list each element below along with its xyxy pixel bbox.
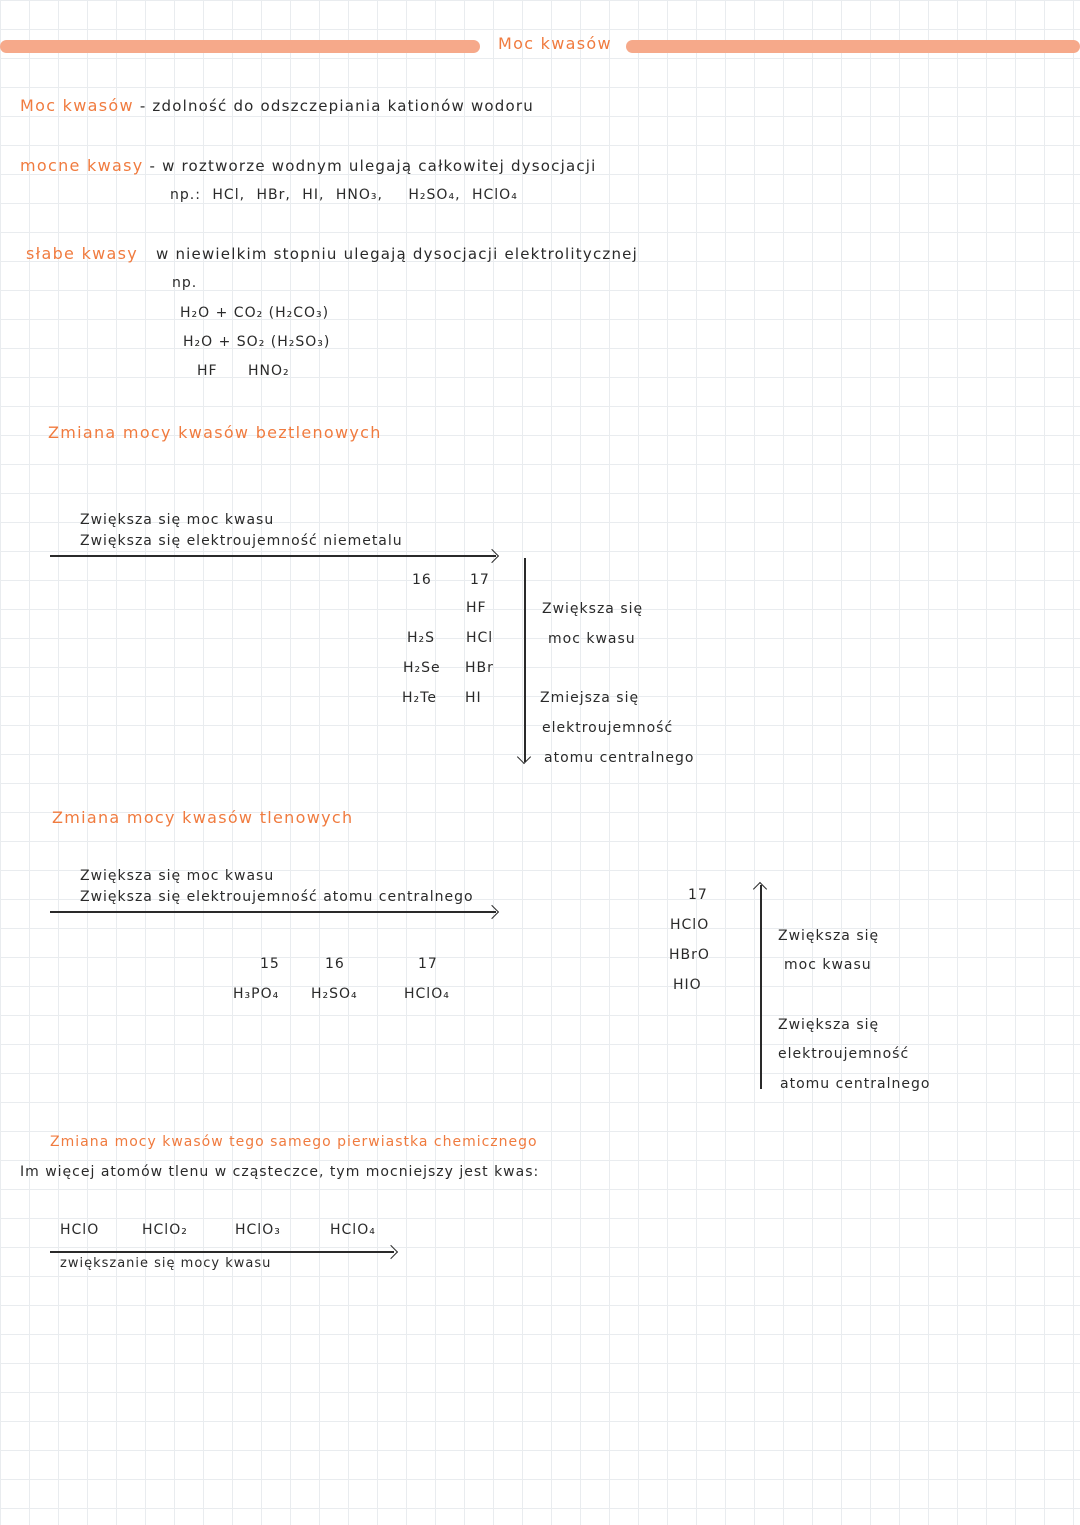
anaerobic-side-2b: elektroujemność [542, 720, 674, 736]
group-16-label: 16 [325, 956, 345, 972]
weak-example-3a: HF [197, 363, 218, 379]
arrow-right-icon [384, 1245, 398, 1259]
oxy-up-arrow-line [760, 885, 762, 1089]
hydracid: HF [466, 600, 487, 616]
arrow-up-icon [753, 882, 767, 896]
same-element-arrow-label: zwiększanie się mocy kwasu [60, 1256, 272, 1271]
hydracid: HCl [466, 630, 494, 646]
weak-example-2: H₂O + SO₂ (H₂SO₃) [183, 334, 331, 350]
example-acid: H₂SO₄ [408, 187, 456, 203]
header-bar-right [626, 40, 1080, 53]
strong-acids-dash: - [149, 157, 157, 175]
anaerobic-side-2a: Zmiejsza się [540, 690, 640, 706]
halogen-oxyacid: HClO [670, 917, 710, 933]
group-16-label: 16 [412, 572, 432, 588]
example-acid: HNO₃ [335, 187, 378, 203]
example-acid: HClO₄ [471, 187, 518, 203]
oxy-arrow-line [50, 911, 496, 913]
arrow-down-icon [517, 750, 531, 764]
anaerobic-down-arrow-line [524, 558, 526, 762]
oxy-title: Zmiana mocy kwasów tlenowych [52, 808, 354, 827]
halogen-oxyacid: HBrO [669, 947, 710, 963]
oxyacid: H₃PO₄ [233, 986, 280, 1002]
arrow-right-icon [485, 549, 499, 563]
strong-acids-examples: np.: HCl, HBr, HI, HNO₃, H₂SO₄, HClO₄ [170, 187, 518, 203]
hydracid: HI [465, 690, 482, 706]
strong-acids-text: w roztworze wodnym ulegają całkowitej dysocjacji [162, 157, 597, 175]
chlorine-acid: HClO₃ [235, 1222, 281, 1238]
oxyacid: H₂SO₄ [311, 986, 358, 1002]
same-element-rule: Im więcej atomów tlenu w cząsteczce, tym mocniejszy jest kwas: [20, 1164, 540, 1180]
hydracid: H₂S [407, 630, 436, 646]
weak-acids-term: słabe kwasy [26, 244, 139, 263]
strong-acids-line [20, 156, 597, 175]
hydracid: HBr [465, 660, 494, 676]
chlorine-acid: HClO [60, 1222, 100, 1238]
anaerobic-arrow-label-1: Zwiększa się moc kwasu [80, 512, 275, 528]
example-acid: HCl [212, 187, 240, 203]
definition-text: zdolność do odszczepiania kationów wodoru [152, 97, 534, 115]
anaerobic-side-1a: Zwiększa się [542, 601, 644, 617]
anaerobic-side-2c: atomu centralnego [544, 750, 695, 766]
oxy-arrow-label-1: Zwiększa się moc kwasu [80, 868, 275, 884]
same-element-title: Zmiana mocy kwasów tego samego pierwiastka chemicznego [50, 1134, 538, 1150]
chlorine-acid: HClO₄ [330, 1222, 376, 1238]
anaerobic-title: Zmiana mocy kwasów beztlenowych [48, 423, 382, 442]
oxy-side-1a: Zwiększa się [778, 928, 880, 944]
oxy-side-1b: moc kwasu [784, 957, 872, 973]
weak-np-label: np. [172, 275, 198, 291]
oxyacid: HClO₄ [404, 986, 450, 1002]
group-17-label: 17 [418, 956, 438, 972]
group-17-label: 17 [470, 572, 490, 588]
weak-acids-text: w niewielkim stopniu ulegają dysocjacji elektrolitycznej [156, 245, 638, 263]
weak-acids-line [26, 244, 638, 263]
np-label: np.: [170, 187, 201, 203]
definition-dash: - [139, 97, 147, 115]
hydracid: H₂Se [403, 660, 441, 676]
oxy-side-2c: atomu centralnego [780, 1076, 931, 1092]
oxy-side-2b: elektroujemność [778, 1046, 910, 1062]
anaerobic-arrow-line [50, 555, 496, 557]
strong-acids-term: mocne kwasy [20, 156, 144, 175]
definition-term: Moc kwasów [20, 96, 134, 115]
halogen-oxyacid: HIO [673, 977, 702, 993]
weak-example-1: H₂O + CO₂ (H₂CO₃) [180, 305, 330, 321]
chlorine-acid: HClO₂ [142, 1222, 188, 1238]
arrow-right-icon [485, 905, 499, 919]
header-bar-left [0, 40, 480, 53]
oxy-side-2a: Zwiększa się [778, 1017, 880, 1033]
anaerobic-side-1b: moc kwasu [548, 631, 636, 647]
right-group-17-label: 17 [688, 887, 708, 903]
definition-line [20, 96, 534, 115]
weak-example-3b: HNO₂ [248, 363, 290, 379]
same-element-arrow-line [50, 1251, 394, 1253]
group-15-label: 15 [260, 956, 280, 972]
example-acid: HI [302, 187, 319, 203]
anaerobic-arrow-label-2: Zwiększa się elektroujemność niemetalu [80, 533, 403, 549]
example-acid: HBr [256, 187, 286, 203]
oxy-arrow-label-2: Zwiększa się elektroujemność atomu centralnego [80, 889, 474, 905]
page-title: Moc kwasów [498, 34, 612, 53]
hydracid: H₂Te [402, 690, 437, 706]
